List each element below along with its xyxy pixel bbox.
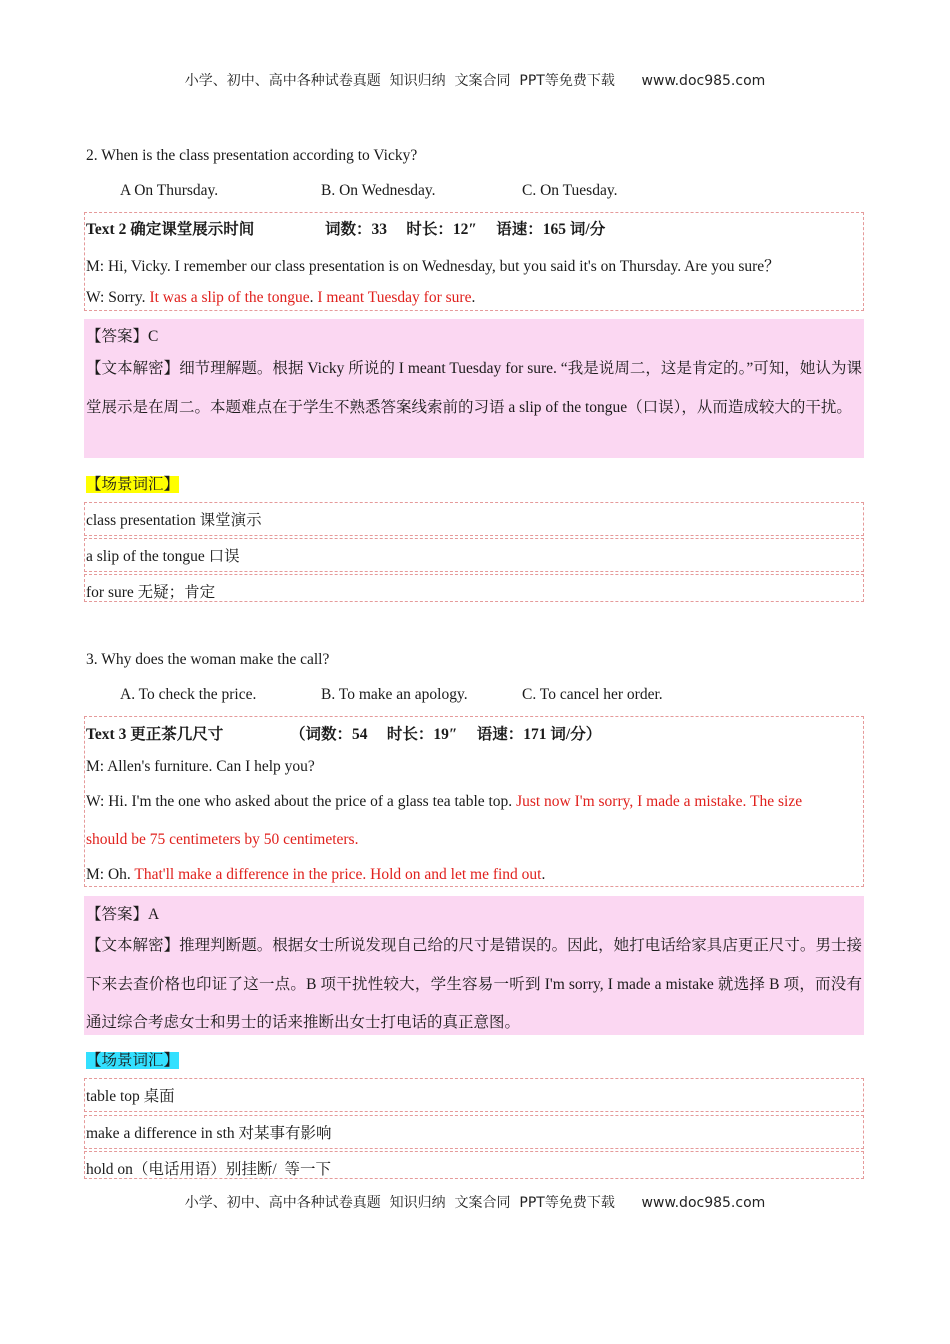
q2-w-highlight-2: I meant Tuesday for sure xyxy=(317,289,472,306)
q3-m2-end: . xyxy=(541,866,546,883)
q2-vocab-label-text: 【场景词汇】 xyxy=(86,476,180,493)
q3-w-highlight-a: Just now I'm sorry, I made a mistake. The size xyxy=(516,793,803,810)
q3-m-line-1: M: Allen's furniture. Can I help you? xyxy=(86,758,315,775)
q2-analysis: 【文本解密】细节理解题。根据 Vicky 所说的 I meant Tuesday for sure. “我是说周二，这是肯定的。”可知，她认为课堂展示是在周二。本题难点在于学生不熟悉答案线索前的习语 a slip of the tongue（口误），从而造成较大的干扰。 xyxy=(86,360,862,416)
q2-w-prefix: W: Sorry. xyxy=(86,289,150,306)
q3-m2-highlight: That'll make a difference in the price. Hold on and let me find out xyxy=(134,866,542,883)
q3-m-line-2 xyxy=(86,866,545,884)
q3-option-b: B. To make an apology. xyxy=(321,686,468,703)
page-header: 小学、初中、高中各种试卷真题 知识归纳 文案合同 PPT等免费下载 www.doc985.com xyxy=(184,73,766,89)
q2-w-highlight-1: It was a slip of the tongue xyxy=(149,289,310,306)
q3-analysis: 【文本解密】推理判断题。根据女士所说发现自己给的尺寸是错误的。因此，她打电话给家具店更正尺寸。男士接下来去查价格也印证了这一点。B 项干扰性较大，学生容易一听到 I'm sorry, I made a mistake 就选择 B 项，而没有通过综合考虑女士和男士的话来推断出女士打电话的真正意图。 xyxy=(86,937,862,1031)
q3-vocab-2: make a difference in sth 对某事有影响 xyxy=(86,1125,332,1142)
q3-vocab-label-text: 【场景词汇】 xyxy=(86,1052,180,1069)
q2-text-stats: 词数：33 时长：12″ 语速：165 词/分 xyxy=(325,221,606,238)
q2-vocab-2: a slip of the tongue 口误 xyxy=(86,548,240,565)
q3-vocab-label xyxy=(86,1048,179,1070)
q3-w-prefix: W: Hi. I'm the one who asked about the price of a glass tea table top. xyxy=(86,793,517,810)
q2-w-mid: . xyxy=(309,289,318,306)
question-3: 3. Why does the woman make the call? xyxy=(86,651,330,668)
q3-vocab-1: table top 桌面 xyxy=(86,1088,175,1105)
q2-text-title: Text 2 确定课堂展示时间 xyxy=(86,221,255,238)
q3-w-highlight-b: should be 75 centimeters by 50 centimeters. xyxy=(86,831,359,848)
q2-m-line: M: Hi, Vicky. I remember our class presentation is on Wednesday, but you said it's on Thursday. Are you sure？ xyxy=(86,258,780,275)
q2-option-a: A On Thursday. xyxy=(120,182,219,199)
q2-answer: 【答案】C xyxy=(86,328,159,345)
q2-w-end: . xyxy=(471,289,476,306)
q2-w-line xyxy=(86,289,475,307)
q3-text-stats: （词数：54 时长：19″ 语速：171 词/分） xyxy=(290,726,602,743)
page-footer: 小学、初中、高中各种试卷真题 知识归纳 文案合同 PPT等免费下载 www.doc985.com xyxy=(184,1195,766,1211)
q2-vocab-3: for sure 无疑；肯定 xyxy=(86,584,216,601)
q2-vocab-1: class presentation 课堂演示 xyxy=(86,512,262,529)
q3-vocab-row xyxy=(84,1078,864,1112)
q3-option-c: C. To cancel her order. xyxy=(522,686,663,703)
q3-m2-prefix: M: Oh. xyxy=(86,866,135,883)
q3-vocab-3: hold on（电话用语）别挂断/ 等一下 xyxy=(86,1161,331,1178)
q3-text-title: Text 3 更正茶几尺寸 xyxy=(86,726,224,743)
q2-vocab-label xyxy=(86,472,179,494)
q3-option-a: A. To check the price. xyxy=(120,686,257,703)
question-2: 2. When is the class presentation according to Vicky? xyxy=(86,147,418,164)
q2-option-b: B. On Wednesday. xyxy=(321,182,436,199)
q2-option-c: C. On Tuesday. xyxy=(522,182,618,199)
q3-answer: 【答案】A xyxy=(86,906,160,923)
q3-w-line xyxy=(86,793,802,811)
